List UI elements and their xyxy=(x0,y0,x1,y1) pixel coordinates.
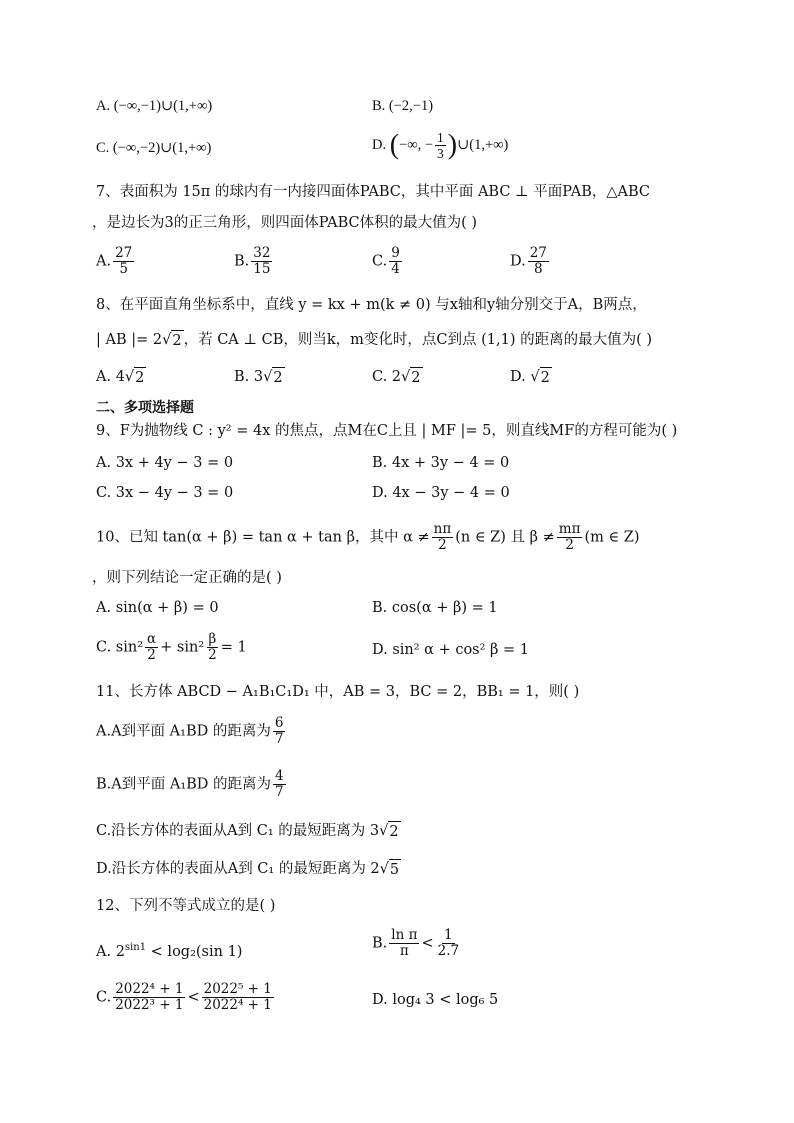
q10-option-a: A. sin(α + β) = 0 xyxy=(96,600,219,616)
section-heading-multiple-choice: 二、多项选择题 xyxy=(96,400,194,416)
q6-option-a: A. (−∞,−1)∪(1,+∞) xyxy=(96,98,213,114)
q6-option-d: D. (−∞, − $\frac{1}{3}$ )∪(1,+∞) xyxy=(372,129,509,161)
q8-option-c: C. 2 √ 2 xyxy=(372,369,421,386)
q11-option-a: A.A到平面 A₁BD 的距离为 $\frac{6}{7}$ xyxy=(96,715,284,747)
q10-option-d: D. sin² α + cos² β = 1 xyxy=(372,642,530,658)
q10-option-c: C. sin² $\frac{\alpha}{2}$ + sin² $\frac{\beta}{2}$ = 1 xyxy=(96,631,247,663)
q8-option-b: B. 3 √ 2 xyxy=(234,369,283,386)
q11-option-b: B.A到平面 A₁BD 的距离为 $\frac{4}{7}$ xyxy=(96,768,284,800)
q11-option-c: C.沿长方体的表面从A到 C₁ 的最短距离为 3 √ 2 xyxy=(96,823,399,840)
q11-option-d: D.沿长方体的表面从A到 C₁ 的最短距离为 2 √ 5 xyxy=(96,861,400,878)
q7-option-c: C. $\frac{9}{4}$ xyxy=(372,245,400,277)
q9-option-b: B. 4x + 3y − 4 = 0 xyxy=(372,455,510,471)
q6-option-c: C. (−∞,−2)∪(1,+∞) xyxy=(96,140,212,156)
q7-option-d: D. $\frac{27}{8}$ xyxy=(510,245,547,277)
q7-stem-line1: 7、表面积为 15π 的球内有一内接四面体PABC，其中平面 ABC ⊥ 平面PAB，△ABC xyxy=(96,184,650,200)
q11-stem: 11、长方体 ABCD − A₁B₁C₁D₁ 中，AB = 3，BC = 2，BB₁ = 1，则( ) xyxy=(96,684,580,700)
q8-stem-line2: | AB |= 2 √ 2 ，若 CA ⊥ CB，则当k，m变化时，点C到点 (1,1) 的距离的最大值为( ) xyxy=(96,332,653,349)
q8-stem-line1: 8、在平面直角坐标系中，直线 y = kx + m(k ≠ 0) 与x轴和y轴分别交于A，B两点， xyxy=(96,297,647,313)
q12-option-d: D. log₄ 3 < log₆ 5 xyxy=(372,992,499,1008)
q9-option-a: A. 3x + 4y − 3 = 0 xyxy=(96,455,234,471)
q12-option-c: C. $\frac{\text{2022⁴ + 1}}{\text{2022³ + 1}}$ < $\frac{\text{2022⁵ + 1}}{\text{2022⁴ + 1}}$ xyxy=(96,981,272,1013)
q12-option-b: B. $\frac{\text{ln π}}{\pi}$ < $\frac{1}{2.7}$ xyxy=(372,927,460,959)
q7-stem-line2: ，是边长为3的正三角形，则四面体PABC体积的最大值为( ) xyxy=(92,215,478,231)
q9-stem: 9、F为抛物线 C : y² = 4x 的焦点，点M在C上且 | MF |= 5，则直线MF的方程可能为( ) xyxy=(96,423,678,439)
q10-stem-line1: 10、已知 tan(α + β) = tan α + tan β，其中 α ≠ $\frac{n\pi}{2}$ (n ∈ Z) 且 β ≠ $\frac{m\pi}{2}$ (m ∈ Z) xyxy=(96,521,640,553)
q7-option-b: B. $\frac{32}{15}$ xyxy=(234,245,271,277)
q9-option-d: D. 4x − 3y − 4 = 0 xyxy=(372,485,510,501)
q9-option-c: C. 3x − 4y − 3 = 0 xyxy=(96,485,234,501)
q8-option-d: D. √ 2 xyxy=(510,369,550,386)
q10-option-b: B. cos(α + β) = 1 xyxy=(372,600,498,616)
q6-option-b: B. (−2,−1) xyxy=(372,98,434,114)
q12-stem: 12、下列不等式成立的是( ) xyxy=(96,898,276,914)
q10-stem-line2: ，则下列结论一定正确的是( ) xyxy=(92,570,282,586)
q12-option-a: A. $2^{sin1} < \log_2(\sin$ 1) xyxy=(96,942,243,960)
q7-option-a: A. $\frac{27}{5}$ xyxy=(96,245,133,277)
q8-option-a: A. 4 √ 2 xyxy=(96,369,145,386)
